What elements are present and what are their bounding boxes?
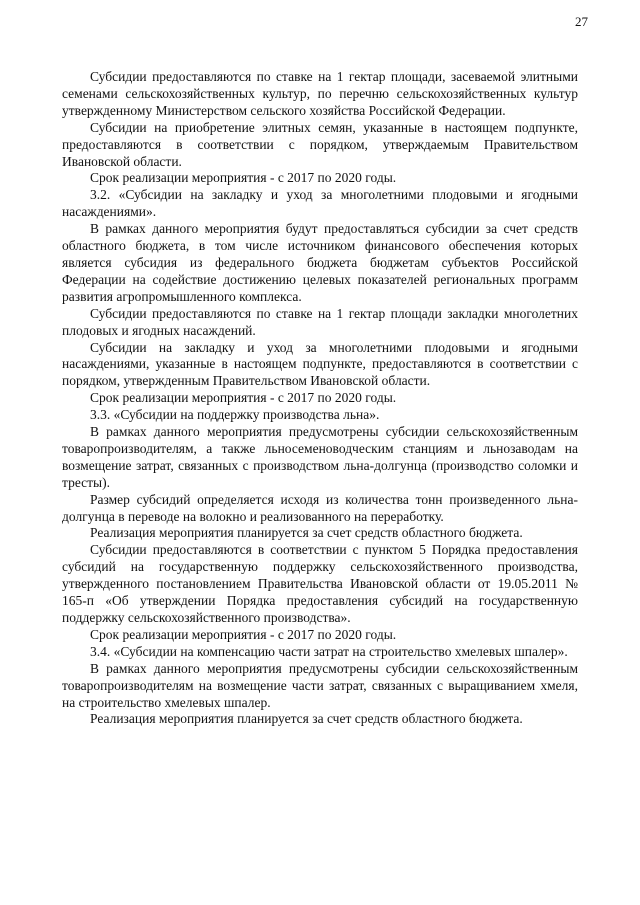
paragraph: Субсидии предоставляются в соответствии с пунктом 5 Порядка предоставления субсидий на государственную поддержку сельскохозяйственного производства, утвержденного постановлением Правительства Ивановской области от 19.05.2011 № 165-п «Об утверждении Порядка предоставления субсидий на государственную поддержку сельскохозяйственного производства». xyxy=(62,542,578,625)
section-heading: 3.4. «Субсидии на компенсацию части затрат на строительство хмелевых шпалер». xyxy=(90,643,568,659)
paragraph: Реализация мероприятия планируется за счет средств областного бюджета. xyxy=(90,711,523,727)
paragraph: Срок реализации мероприятия - с 2017 по 2020 годы. xyxy=(90,626,397,642)
document-body xyxy=(62,69,578,728)
paragraph: В рамках данного мероприятия предусмотрены субсидии сельскохозяйственным товаропроизводителям на возмещение части затрат, связанных с выращиванием хмеля, на строительство хмелевых шпалер. xyxy=(62,660,578,710)
paragraph: Реализация мероприятия планируется за счет средств областного бюджета. xyxy=(90,525,523,541)
paragraph: В рамках данного мероприятия предусмотрены субсидии сельскохозяйственным товаропроизводителям, а также льносеменоводческим станциям и льнозаводам на возмещение затрат, связанных с производством льна-долгунца (производство соломки и тресты). xyxy=(62,424,578,490)
section-heading: 3.2. «Субсидии на закладку и уход за многолетними плодовыми и ягодными насаждениями». xyxy=(62,187,578,220)
paragraph: В рамках данного мероприятия будут предоставляться субсидии за счет средств областного бюджета, в том числе источником финансового обеспечения которых является субсидия из федерального бюджета бюджетам субъектов Российской Федерации на содействие достижению целевых показателей региональных программ развития агропромышленного комплекса. xyxy=(62,221,578,304)
paragraph: Субсидии предоставляются по ставке на 1 гектар площади, засеваемой элитными семенами сельскохозяйственных культур, по перечню сельскохозяйственных культур утвержденному Министерством сельского хозяйства Российской Федерации. xyxy=(62,69,578,118)
paragraph: Субсидии на закладку и уход за многолетними плодовыми и ягодными насаждениями, указанные в настоящем подпункте, предоставляются в соответствии с порядком, утвержденным Правительством Ивановской области. xyxy=(62,339,578,389)
page-number: 27 xyxy=(575,14,588,29)
paragraph: Срок реализации мероприятия - с 2017 по 2020 годы. xyxy=(90,170,397,186)
section-heading: 3.3. «Субсидии на поддержку производства льна». xyxy=(90,407,380,423)
paragraph: Размер субсидий определяется исходя из количества тонн произведенного льна-долгунца в переводе на волокно и реализованного на переработку. xyxy=(62,491,578,524)
paragraph: Субсидии на приобретение элитных семян, указанные в настоящем подпункте, предоставляются в соответствии с порядком, утверждаемым Правительством Ивановской области. xyxy=(62,119,578,169)
paragraph: Субсидии предоставляются по ставке на 1 гектар площади закладки многолетних плодовых и ягодных насаждений. xyxy=(62,305,578,338)
paragraph: Срок реализации мероприятия - с 2017 по 2020 годы. xyxy=(90,390,397,406)
